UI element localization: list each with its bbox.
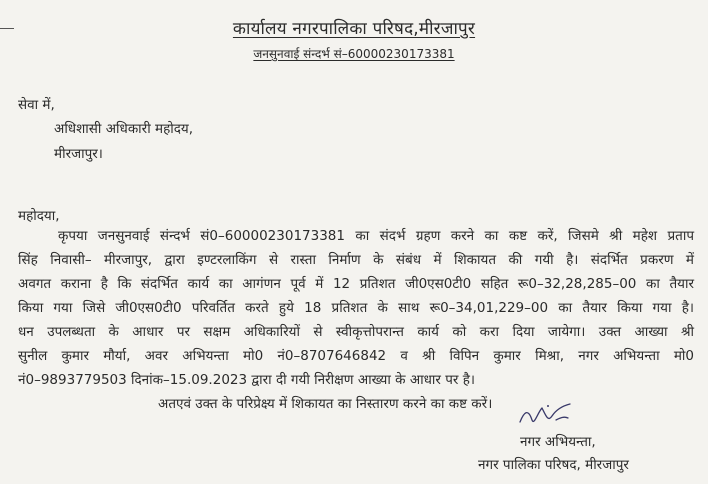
body-line: किया गया जिसे जी0एस0टी0 परिवर्तित करते हुये 18 प्रतिशत के साथ रू0–34,01,229–00 का तैयार किया गया है। bbox=[18, 300, 694, 316]
body-line: कृपया जनसुनवाई संन्दर्भ सं0–60000230173381 का संदर्भ ग्रहण करने का कष्ट करें, जिसमे श्री महेश प्रताप bbox=[58, 228, 694, 244]
office-title: कार्यालय नगरपालिका परिषद,मीरजापुर bbox=[232, 19, 476, 39]
body-line: सिंह निवासी– मीरजापुर, द्वारा इण्टरलाकिंग से रास्ता निर्माण के संबंध में शिकायत की गयी है। संदर्भित प्रकरण में bbox=[18, 252, 694, 268]
address-recipient: अधिशासी अधिकारी महोदय, bbox=[54, 121, 194, 137]
letter-salutation: महोदया, bbox=[18, 208, 60, 224]
reference-number: जनसुनवाई संन्दर्भ सं–60000230173381 bbox=[253, 47, 455, 61]
body-line: अवगत कराना है कि संदर्भित कार्य का आगंणन पूर्व में 12 प्रतिशत जी0एस0टी0 सहित रू0–32,28,285–00 का तैयार bbox=[18, 276, 694, 292]
closing-request: अतएवं उक्त के परिप्रेक्ष्य में शिकायत का निस्तारण करने का कष्ट करें। bbox=[158, 396, 493, 412]
body-line: धन उपलब्धता के आधार पर सक्षम अधिकारियों से स्वीकृत्तोपरान्त कार्य को करा दिया जायेगा। उक्त आख्या श्री bbox=[18, 324, 694, 340]
address-city: मीरजापुर। bbox=[54, 146, 103, 162]
address-salutation: सेवा में, bbox=[18, 97, 55, 113]
body-line: नं0–9893779503 दिनांक–15.09.2023 द्वारा दी गयी निरीक्षण आख्या के आधार पर है। bbox=[18, 372, 475, 388]
signatory-office: नगर पालिका परिषद, मीरजापुर bbox=[478, 457, 629, 473]
handwritten-signature bbox=[512, 398, 582, 434]
signatory-designation: नगर अभियन्ता, bbox=[520, 434, 596, 450]
body-line: सुनील कुमार मौर्या, अवर अभियन्ता मो0 नं0–8707646842 व श्री विपिन कुमार मिश्रा, नगर अभियन्ता मो0 bbox=[18, 348, 694, 364]
